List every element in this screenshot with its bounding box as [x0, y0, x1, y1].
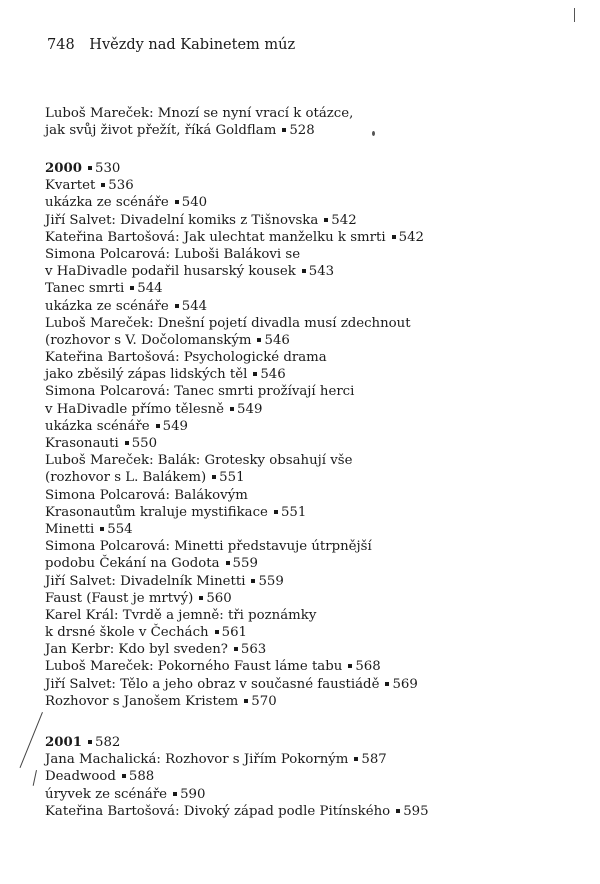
- bullet-icon: [282, 128, 286, 132]
- toc-entry: [45, 366, 585, 383]
- toc-entry: [45, 504, 585, 521]
- toc-entry: [45, 624, 585, 641]
- toc-entry: [45, 177, 585, 194]
- entry-page-number: 551: [280, 504, 307, 520]
- entry-title: Jan Kerbr: Kdo byl sveden?: [45, 642, 228, 658]
- bullet-icon: [101, 183, 105, 187]
- toc-entry: [45, 383, 585, 400]
- entry-title: Deadwood: [45, 769, 116, 785]
- entry-title: Kateřina Bartošová: Divoký západ podle Pitínského: [45, 803, 391, 819]
- toc-entry: [45, 229, 585, 246]
- toc-entry: [45, 280, 585, 297]
- entry-page-number: 595: [403, 803, 429, 819]
- entry-page-number: 561: [221, 625, 247, 641]
- toc-entry: [45, 469, 585, 486]
- entry-title: Luboš Mareček: Dnešní pojetí divadla musí zdechnout: [45, 315, 411, 331]
- entry-title: Simona Polcarová: Minetti představuje útrpnější: [45, 539, 372, 555]
- bullet-icon: [100, 527, 104, 531]
- entry-page-number: 544: [137, 281, 163, 297]
- year-heading: [45, 160, 585, 177]
- bullet-icon: [348, 664, 352, 668]
- year-label: 2001: [45, 735, 83, 750]
- bullet-icon: [234, 647, 238, 651]
- toc-entry: [45, 298, 585, 315]
- entry-title: ukázka ze scénáře: [45, 298, 169, 314]
- entry-title: ukázka scénáře: [45, 418, 150, 434]
- entry-page-number: 559: [258, 573, 284, 589]
- bullet-icon: [226, 561, 230, 565]
- toc-entry: [45, 521, 585, 538]
- entry-page-number: 582: [95, 735, 121, 750]
- section-2001: [45, 734, 585, 820]
- toc-entry: [45, 246, 585, 263]
- entry-title: Minetti: [45, 521, 95, 537]
- entry-title: Rozhovor s Janošem Kristem: [45, 693, 239, 709]
- entry-page-number: 546: [264, 332, 290, 348]
- entry-title: jak svůj život přežít, říká Goldflam: [45, 123, 277, 139]
- bullet-icon: [215, 630, 219, 634]
- toc-entry: [45, 452, 585, 469]
- entry-title: Kvartet: [45, 178, 96, 194]
- toc-entry: [45, 487, 585, 504]
- entry-page-number: 543: [308, 264, 335, 280]
- pen-scratch: [33, 770, 37, 786]
- bullet-icon: [173, 792, 177, 796]
- entry-title: v HaDivadle podařil husarský kousek: [45, 264, 296, 280]
- entry-title: Jiří Salvet: Tělo a jeho obraz v současné faustiádě: [45, 676, 380, 692]
- toc-entry: [45, 349, 585, 366]
- bullet-icon: [354, 757, 358, 761]
- toc-entry: [45, 105, 585, 122]
- toc-entry: [45, 786, 585, 803]
- intro-entry: [45, 105, 585, 139]
- toc-entry: [45, 315, 585, 332]
- bullet-icon: [156, 424, 160, 428]
- bullet-icon: [251, 579, 255, 583]
- entry-page-number: 530: [95, 161, 121, 176]
- bullet-icon: [175, 304, 179, 308]
- bullet-icon: [199, 596, 203, 600]
- entry-page-number: 542: [331, 212, 357, 228]
- bullet-icon: [257, 338, 261, 342]
- scan-speck: [574, 8, 575, 22]
- entry-title: Faust (Faust je mrtvý): [45, 590, 194, 606]
- entry-title: Simona Polcarová: Luboši Balákovi se: [45, 246, 301, 262]
- entry-title: Kateřina Bartošová: Jak ulechtat manželku k smrti: [45, 229, 386, 245]
- entry-title: ukázka ze scénáře: [45, 195, 169, 211]
- entry-title: Krasonautům kraluje mystifikace: [45, 504, 268, 520]
- toc-entry: [45, 607, 585, 624]
- entry-page-number: 569: [392, 676, 418, 692]
- entry-page-number: 563: [240, 642, 267, 658]
- toc-entry: [45, 212, 585, 229]
- entry-page-number: 560: [206, 590, 232, 606]
- entry-page-number: 550: [131, 436, 158, 451]
- toc-entry: [45, 263, 585, 280]
- bullet-icon: [125, 441, 129, 445]
- entry-title: jako zběsilý zápas lidských těl: [45, 367, 248, 383]
- section-2000: [45, 160, 585, 710]
- toc-entry: [45, 401, 585, 418]
- bullet-icon: [302, 269, 306, 273]
- bullet-icon: [175, 200, 179, 204]
- entry-page-number: 536: [108, 178, 134, 194]
- bullet-icon: [130, 286, 134, 290]
- entry-page-number: 588: [128, 769, 155, 785]
- entry-title: k drsné škole v Čechách: [45, 625, 209, 641]
- scan-speck: [372, 131, 375, 136]
- bullet-icon: [212, 475, 216, 479]
- bullet-icon: [385, 682, 389, 686]
- bullet-icon: [253, 372, 257, 376]
- entry-page-number: 528: [289, 123, 315, 139]
- bullet-icon: [88, 166, 92, 170]
- entry-page-number: 549: [237, 401, 263, 417]
- entry-page-number: 559: [232, 556, 258, 572]
- year-label: 2000: [45, 161, 83, 176]
- bullet-icon: [88, 740, 92, 744]
- toc-entry: [45, 803, 585, 820]
- entry-title: v HaDivadle přímo tělesně: [45, 401, 225, 417]
- year-heading: [45, 734, 585, 751]
- entry-page-number: 554: [107, 521, 133, 537]
- entry-title: Jana Machalická: Rozhovor s Jiřím Pokorným: [45, 752, 349, 768]
- toc-entry: [45, 693, 585, 710]
- entry-title: Tanec smrti: [45, 281, 125, 297]
- entry-title: úryvek ze scénáře: [45, 786, 168, 802]
- entry-page-number: 590: [180, 786, 206, 802]
- entry-title: (rozhovor s L. Balákem): [45, 470, 207, 486]
- toc-entry: [45, 573, 585, 590]
- entry-page-number: 549: [162, 418, 189, 434]
- toc-entry: [45, 122, 585, 139]
- entry-page-number: 587: [361, 752, 387, 768]
- toc-entry: [45, 676, 585, 693]
- entry-page-number: 542: [398, 229, 424, 245]
- toc-entry: [45, 768, 585, 785]
- toc-entry: [45, 555, 585, 572]
- entry-title: Luboš Mareček: Mnozí se nyní vrací k otázce,: [45, 106, 354, 121]
- toc-entry: [45, 538, 585, 555]
- toc-entry: [45, 658, 585, 675]
- bullet-icon: [392, 235, 396, 239]
- bullet-icon: [274, 510, 278, 514]
- bullet-icon: [396, 809, 400, 813]
- entry-page-number: 544: [181, 298, 208, 314]
- pen-scratch: [20, 712, 43, 768]
- toc-entry: [45, 641, 585, 658]
- bullet-icon: [122, 774, 126, 778]
- entry-title: Simona Polcarová: Tanec smrti prožívají herci: [45, 384, 355, 400]
- bullet-icon: [230, 407, 234, 411]
- entry-title: (rozhovor s V. Dočolomanským: [45, 332, 252, 348]
- bullet-icon: [324, 218, 328, 222]
- entry-title: Karel Král: Tvrdě a jemně: tři poznámky: [45, 607, 317, 623]
- bullet-icon: [244, 699, 248, 703]
- entry-page-number: 546: [260, 367, 286, 383]
- entry-title: Krasonauti: [45, 436, 119, 451]
- entry-page-number: 568: [355, 659, 381, 675]
- book-title: Hvězdy nad Kabinetem múz: [89, 37, 296, 53]
- entry-page-number: 570: [251, 693, 277, 709]
- entry-title: Simona Polcarová: Balákovým: [45, 487, 248, 503]
- entry-title: Jiří Salvet: Divadelní komiks z Tišnovska: [45, 212, 319, 228]
- entry-title: Kateřina Bartošová: Psychologické drama: [45, 350, 327, 366]
- entry-page-number: 551: [219, 470, 245, 486]
- toc-entry: [45, 435, 585, 452]
- toc-entry: [45, 751, 585, 768]
- entry-title: Jiří Salvet: Divadelník Minetti: [45, 573, 246, 589]
- entry-title: Luboš Mareček: Balák: Grotesky obsahují vše: [45, 453, 353, 469]
- toc-entry: [45, 194, 585, 211]
- entry-title: podobu Čekání na Godota: [45, 556, 220, 572]
- toc-entry: [45, 332, 585, 349]
- toc-entry: [45, 590, 585, 607]
- entry-page-number: 540: [181, 195, 208, 211]
- page-header: [47, 37, 295, 53]
- toc-entry: [45, 418, 585, 435]
- page-number: 748: [47, 37, 75, 53]
- entry-title: Luboš Mareček: Pokorného Faust láme tabu: [45, 659, 343, 675]
